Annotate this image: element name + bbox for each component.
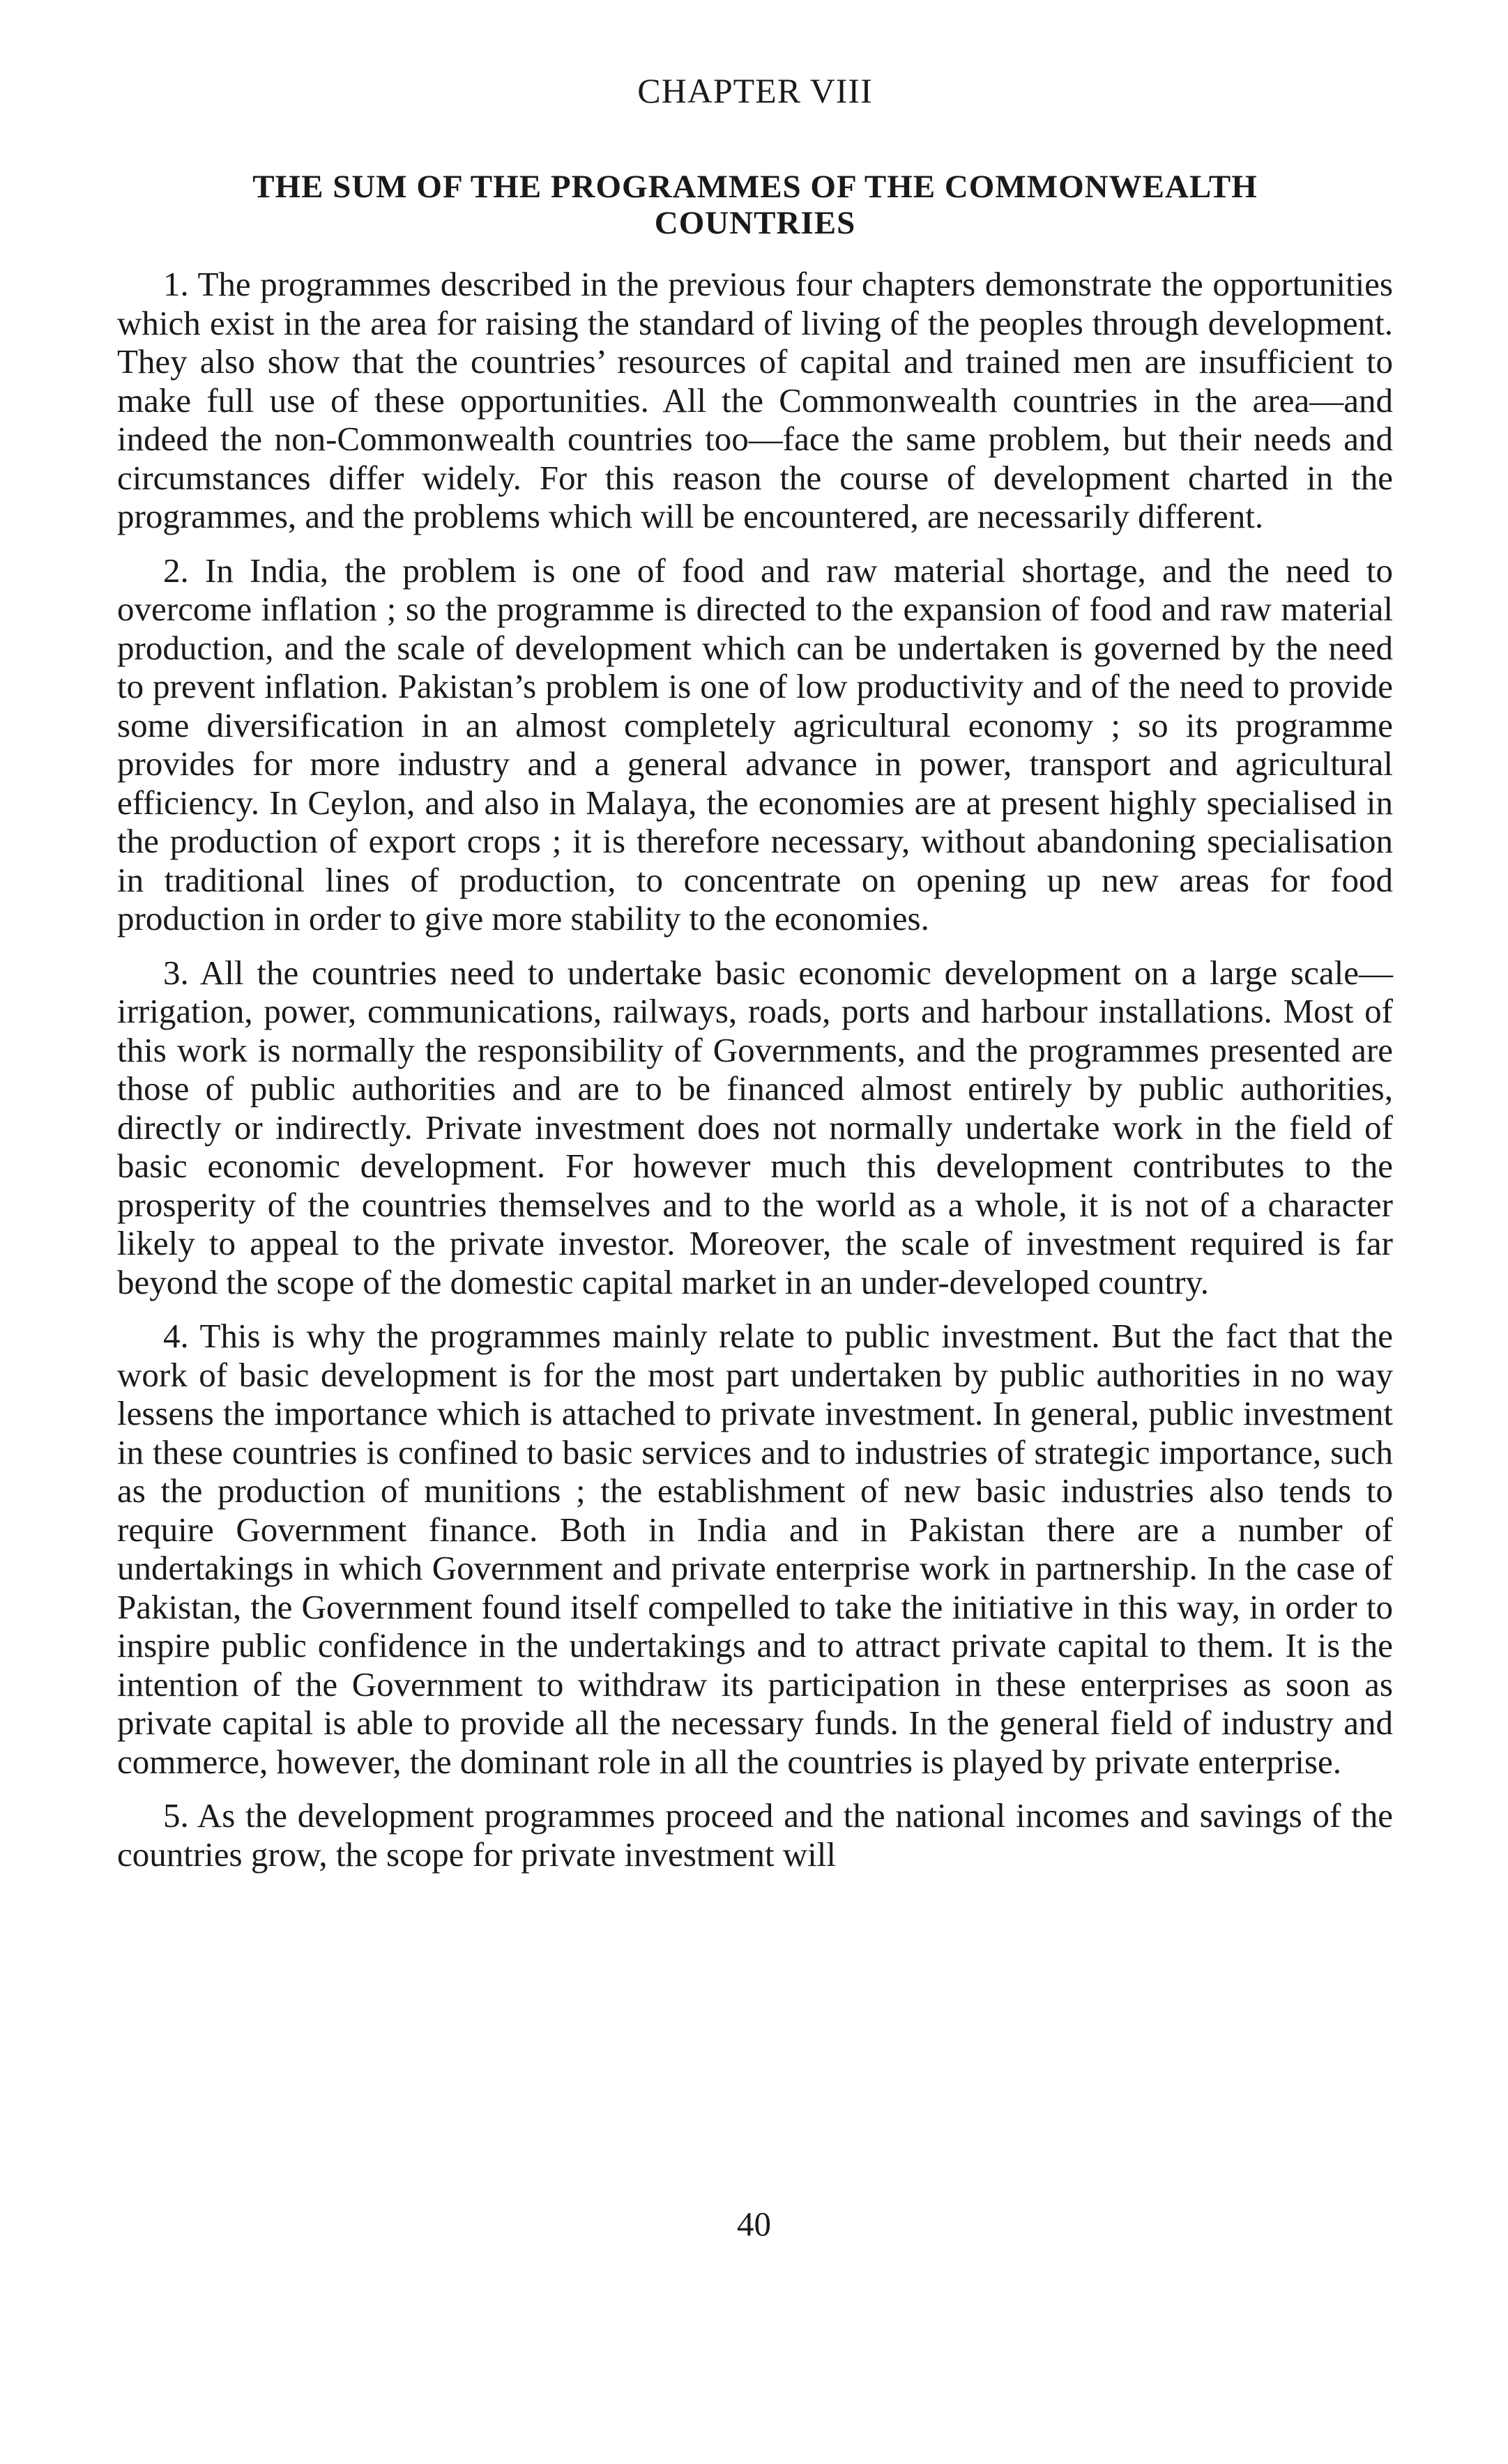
paragraph-4: 4. This is why the programmes mainly relate to public investment. But the fact that the work of basic development is for the most part undertaken by public authorities in no way lessens the importance which is attached to private investment. In general, public investment in these countries is confined to basic services and to industries of strategic importance, such as the production of munitions ; the establishment of new basic industries also tends to require Government finance. Both in India and in Pakistan there are a number of undertakings in which Government and private enterprise work in partnership. In the case of Pakistan, the Government found itself compelled to take the initiative in this way, in order to inspire public confidence in the undertakings and to attract private capital to them. It is the intention of the Government to withdraw its participation in these enterprises as soon as private capital is able to provide all the necessary funds. In the general field of industry and commerce, however, the dominant role in all the countries is played by private enterprise. <box>117 1317 1393 1781</box>
paragraph-1: 1. The programmes described in the previous four chapters demonstrate the opportunities which exist in the area for raising the standard of living of the peoples through development. They also show that the countries’ resources of capital and trained men are insufficient to make full use of these opportunities. All the Commonwealth countries in the area—and indeed the non-Commonwealth countries too—face the same problem, but their needs and circumstances differ widely. For this reason the course of development charted in the programmes, and the problems which will be encountered, are necessarily different. <box>117 265 1393 535</box>
page-number: 40 <box>737 2205 771 2243</box>
paragraph-5: 5. As the development programmes proceed and the national incomes and savings of the countries grow, the scope for private investment will <box>117 1796 1393 1874</box>
paragraph-2: 2. In India, the problem is one of food and raw material shortage, and the need to overcome inflation ; so the programme is directed to the expansion of food and raw material production, and the scale of development which can be undertaken is governed by the need to prevent inflation. Pakistan’s problem is one of low productivity and of the need to provide some diversification in an almost completely agricultural economy ; so its programme provides for more industry and a general advance in power, transport and agricultural efficiency. In Ceylon, and also in Malaya, the economies are at present highly specialised in the production of export crops ; it is therefore necessary, without abandoning specialisation in traditional lines of production, to concentrate on opening up new areas for food production in order to give more stability to the economies. <box>117 551 1393 938</box>
chapter-heading: CHAPTER VIII <box>637 71 873 110</box>
page-content <box>117 70 1393 1889</box>
paragraph-3: 3. All the countries need to undertake basic economic development on a large scale—irrigation, power, communications, railways, roads, ports and harbour installations. Most of this work is normally the responsibility of Governments, and the programmes presented are those of public authorities and are to be financed almost entirely by public authorities, directly or indirectly. Private investment does not normally undertake work in the field of basic economic development. For however much this development contributes to the prosperity of the countries themselves and to the world as a whole, it is not of a character likely to appeal to the private investor. Moreover, the scale of investment required is far beyond the scope of the domestic capital market in an under-developed country. <box>117 953 1393 1301</box>
chapter-title-line-2: COUNTRIES <box>654 205 856 241</box>
chapter-title-line-1: THE SUM OF THE PROGRAMMES OF THE COMMONWEALTH <box>252 169 1258 205</box>
chapter-title <box>117 169 1393 241</box>
